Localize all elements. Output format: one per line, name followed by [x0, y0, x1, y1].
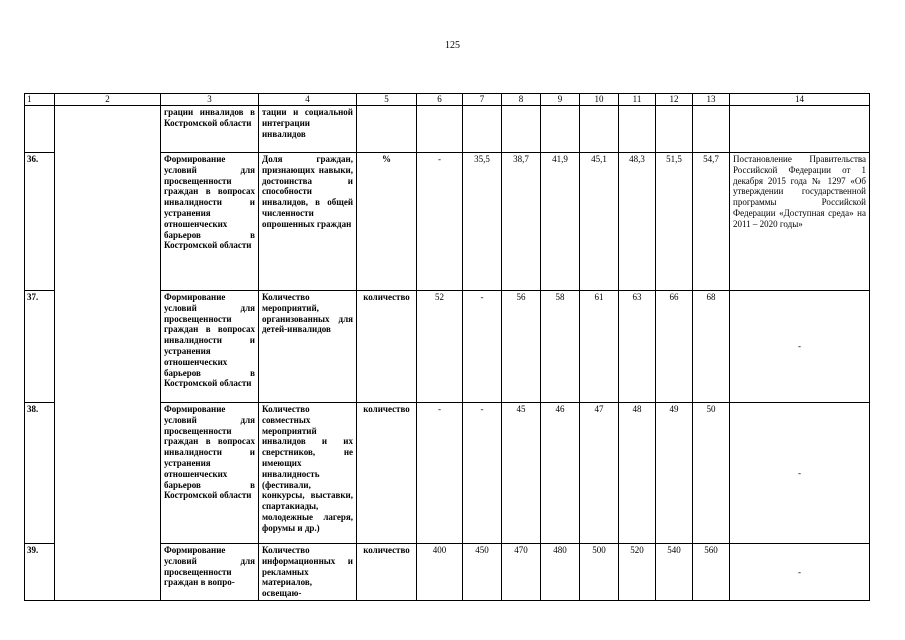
value-cell: 56 — [502, 291, 541, 403]
source-cell: Постановление Правительства Российской Федерации от 1 декабря 2015 года № 1297 «Об утверждении государственной программы Российской Федерации «Доступная среда» на 2011 – 2020 годы» — [730, 153, 870, 291]
header-cell: 5 — [357, 94, 417, 106]
direction-cell: Формирование условий для просвещенности граждан в вопросах инвалидности и устранения отношенческих барьеров в Костромской области — [161, 403, 259, 544]
value-cell: 540 — [656, 544, 693, 601]
value-cell: 58 — [541, 291, 580, 403]
header-cell: 13 — [693, 94, 730, 106]
merged-column-2 — [55, 106, 161, 601]
value-cell: 35,5 — [463, 153, 502, 291]
direction-cell: грации инвалидов в Костромской области — [161, 106, 259, 153]
header-cell: 4 — [259, 94, 357, 106]
header-cell: 14 — [730, 94, 870, 106]
header-cell: 6 — [417, 94, 463, 106]
value-cell: 49 — [656, 403, 693, 544]
table-header-row — [25, 94, 870, 106]
value-cell: 54,7 — [693, 153, 730, 291]
value-cell: 46 — [541, 403, 580, 544]
value-cell: 48,3 — [619, 153, 656, 291]
unit-cell: % — [357, 153, 417, 291]
value-cell: 45,1 — [580, 153, 619, 291]
value-cell: 480 — [541, 544, 580, 601]
source-cell: - — [730, 403, 870, 544]
value-cell: 63 — [619, 291, 656, 403]
indicator-cell: Количество совместных мероприятий инвалидов и их сверстников, не имеющих инвалидность (фестивали, конкурсы, выставки, спартакиады, молодежные лагеря, форумы и др.) — [259, 403, 357, 544]
value-cell: 61 — [580, 291, 619, 403]
header-cell: 2 — [55, 94, 161, 106]
header-cell: 9 — [541, 94, 580, 106]
value-cell: 52 — [417, 291, 463, 403]
indicator-cell: Количество информационных и рекламных материалов, освещаю- — [259, 544, 357, 601]
value-cell: 66 — [656, 291, 693, 403]
value-cell: 560 — [693, 544, 730, 601]
value-cell: 500 — [580, 544, 619, 601]
unit-cell: количество — [357, 403, 417, 544]
value-cell: 47 — [580, 403, 619, 544]
direction-cell: Формирование условий для просвещенности граждан в вопросах инвалидности и устранения отношенческих барьеров в Костромской области — [161, 153, 259, 291]
value-cell: 50 — [693, 403, 730, 544]
value-cell: 51,5 — [656, 153, 693, 291]
row-number: 36. — [25, 153, 55, 291]
value-cell: 470 — [502, 544, 541, 601]
header-cell: 10 — [580, 94, 619, 106]
value-cell: 48 — [619, 403, 656, 544]
unit-cell: количество — [357, 544, 417, 601]
value-cell: 68 — [693, 291, 730, 403]
value-cell: 400 — [417, 544, 463, 601]
value-cell: - — [463, 291, 502, 403]
indicator-cell: Количество мероприятий, организованных для детей-инвалидов — [259, 291, 357, 403]
value-cell: - — [417, 153, 463, 291]
unit-cell: количество — [357, 291, 417, 403]
page-number: 125 — [445, 40, 460, 51]
value-cell: 520 — [619, 544, 656, 601]
indicators-table — [24, 93, 870, 601]
indicator-cell: тации и социальной интеграции инвалидов — [259, 106, 357, 153]
row-number: 39. — [25, 544, 55, 601]
value-cell: 41,9 — [541, 153, 580, 291]
header-cell: 11 — [619, 94, 656, 106]
value-cell: - — [463, 403, 502, 544]
source-cell: - — [730, 544, 870, 601]
header-cell: 12 — [656, 94, 693, 106]
header-cell: 3 — [161, 94, 259, 106]
value-cell: - — [417, 403, 463, 544]
table-row-continuation — [25, 106, 870, 153]
header-cell: 7 — [463, 94, 502, 106]
value-cell: 38,7 — [502, 153, 541, 291]
source-cell: - — [730, 291, 870, 403]
row-number: 37. — [25, 291, 55, 403]
indicator-cell: Доля граждан, признающих навыки, достоинства и способности инвалидов, в общей численности опрошенных граждан — [259, 153, 357, 291]
value-cell: 45 — [502, 403, 541, 544]
direction-cell: Формирование условий для просвещенности граждан в вопро- — [161, 544, 259, 601]
direction-cell: Формирование условий для просвещенности граждан в вопросах инвалидности и устранения отношенческих барьеров в Костромской области — [161, 291, 259, 403]
value-cell: 450 — [463, 544, 502, 601]
row-number: 38. — [25, 403, 55, 544]
header-cell: 8 — [502, 94, 541, 106]
header-cell: 1 — [25, 94, 55, 106]
